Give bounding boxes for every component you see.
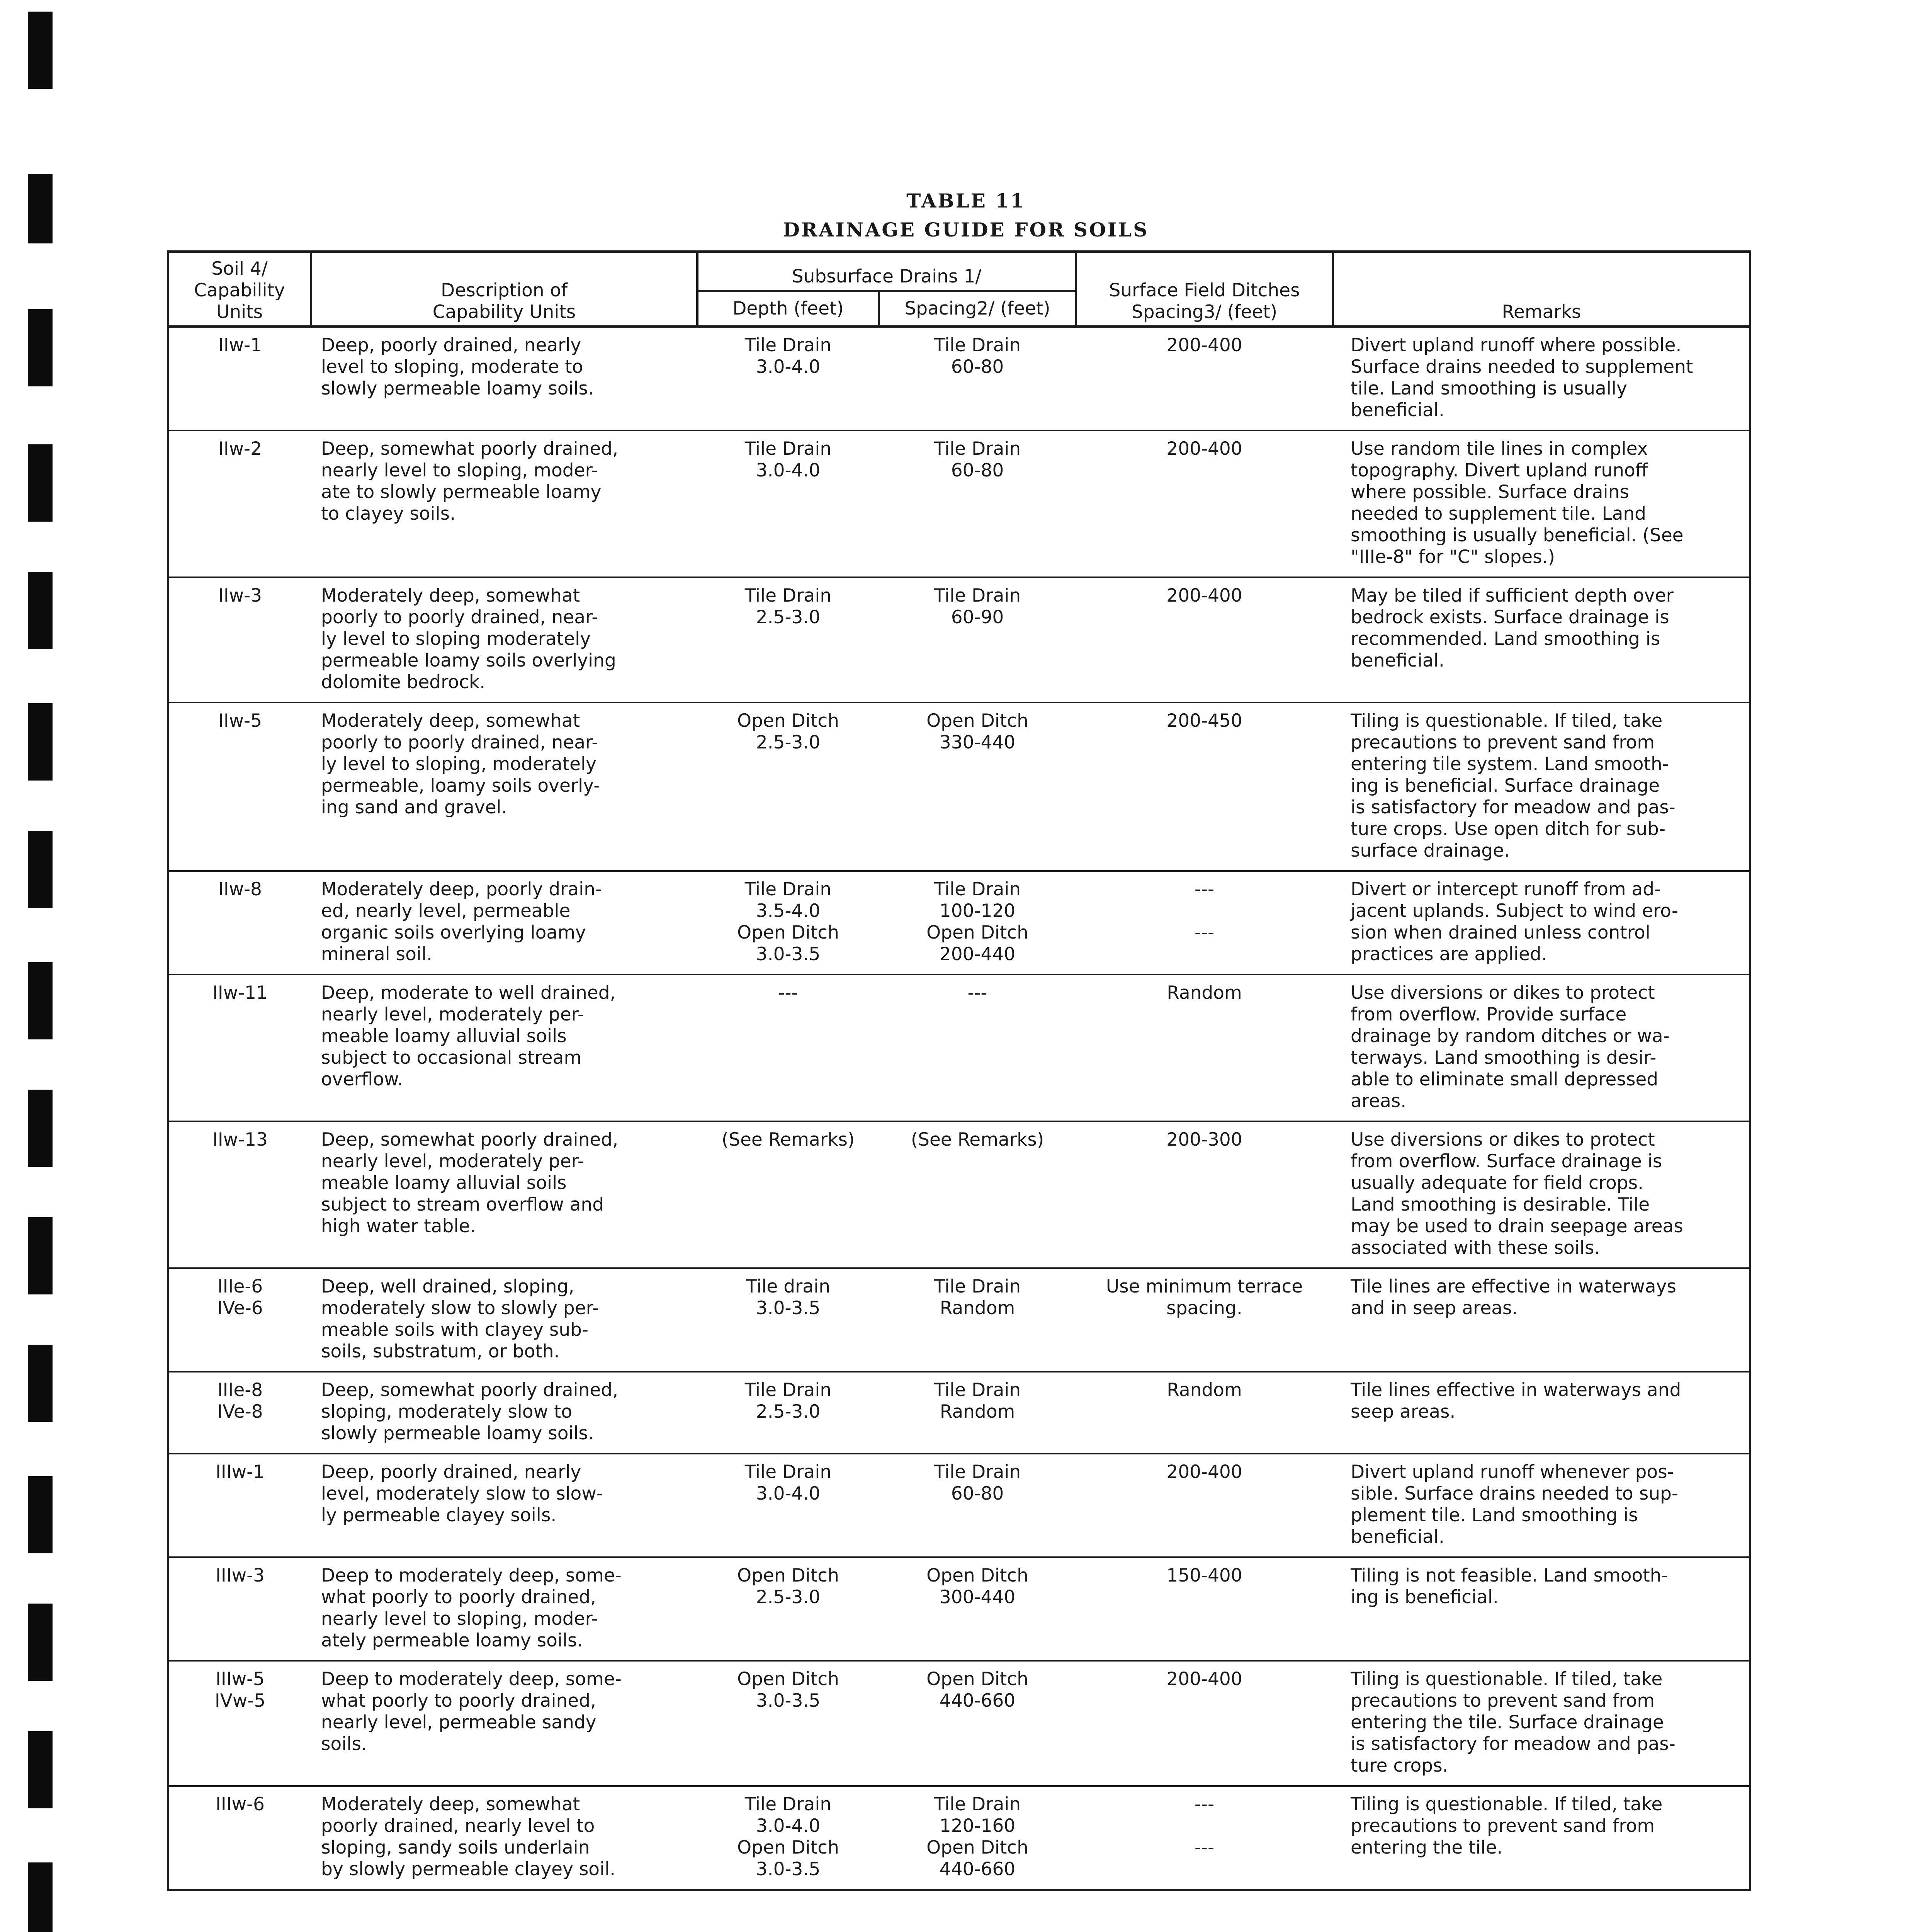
spacing-cell: Tile Drain 60-80 [934,335,1021,378]
binding-mark [28,1862,53,1932]
binding-mark [28,1476,53,1553]
description-cell: Deep, well drained, sloping, moderately slow to slowly per- meable soils with clayey sub- soils, substratum, or both. [321,1276,599,1362]
surface-ditches-cell: 200-400 [1166,585,1242,606]
binding-mark [28,174,53,243]
description-cell: Deep, somewhat poorly drained, sloping, moderately slow to slowly permeable loamy soils. [321,1379,619,1444]
surface-ditches-cell: 200-300 [1166,1129,1242,1150]
description-cell: Deep, moderate to well drained, nearly level, moderately per- meable loamy alluvial soils subject to occasional stream overflow. [321,982,616,1090]
table-row [168,430,1750,577]
depth-cell: Tile Drain 3.0-4.0 [744,438,832,481]
remarks-cell: Tiling is questionable. If tiled, take precautions to prevent sand from entering tile system. Land smooth- ing is beneficial. Surface drainage is satisfactory for meadow and pas- ture crops. Use open ditch for sub- surface drainage. [1333,702,1750,871]
table-row [168,1557,1750,1661]
surface-ditches-cell: 200-400 [1166,335,1242,356]
table-row [168,702,1750,871]
soil-unit-cell: IIw-3 [168,577,311,702]
remarks-cell: Use random tile lines in complex topography. Divert upland runoff where possible. Surface drains needed to supplement tile. Land smoothing is usually beneficial. (See "IIIe-8" for "C" slopes.) [1333,430,1750,577]
remarks-cell: Tile lines are effective in waterways and in seep areas. [1333,1268,1750,1372]
depth-cell: Tile Drain 3.0-4.0 [744,335,832,378]
depth-cell: Tile Drain 2.5-3.0 [744,1379,832,1422]
remarks-cell: Divert or intercept runoff from ad- jacent uplands. Subject to wind ero- sion when drained unless control practices are applied. [1333,871,1750,975]
surface-ditches-cell: Use minimum terrace spacing. [1106,1276,1303,1319]
remarks-cell: Tiling is questionable. If tiled, take precautions to prevent sand from entering the tile. Surface drainage is satisfactory for meadow and pas- ture crops. [1333,1661,1750,1786]
surface-ditches-cell: 150-400 [1166,1565,1242,1586]
remarks-cell: Divert upland runoff where possible. Surface drains needed to supplement tile. Land smoothing is usually beneficial. [1333,327,1750,430]
surface-ditches-cell: 200-400 [1166,438,1242,459]
spacing-cell: Tile Drain 60-90 [934,585,1021,628]
spacing-cell: Open Ditch 440-660 [926,1668,1028,1711]
description-cell: Deep, somewhat poorly drained, nearly level to sloping, moder- ate to slowly permeable loamy to clayey soils. [321,438,619,524]
binding-mark [28,1090,53,1167]
binding-mark [28,444,53,522]
depth-cell: Open Ditch 2.5-3.0 [737,1565,839,1608]
table-row [168,1661,1750,1786]
depth-cell: Tile Drain 3.0-4.0 Open Ditch 3.0-3.5 [737,1794,839,1880]
table-row [168,975,1750,1121]
depth-cell: --- [778,982,798,1003]
header-soil-capability-units: Soil 4/ Capability Units [168,252,311,327]
remarks-cell: Tiling is not feasible. Land smooth- ing is beneficial. [1333,1557,1750,1661]
binding-mark [28,12,53,89]
description-cell: Moderately deep, somewhat poorly to poorly drained, near- ly level to sloping, moderately permeable, loamy soils overly- ing sand and gravel. [321,710,600,818]
table-body [168,327,1750,1890]
table-row [168,1121,1750,1268]
table-title: DRAINAGE GUIDE FOR SOILS [783,218,1149,241]
spacing-cell: Open Ditch 330-440 [926,710,1028,753]
remarks-cell: Tiling is questionable. If tiled, take precautions to prevent sand from entering the tile. [1333,1786,1750,1890]
soil-unit-cell: IIw-2 [168,430,311,577]
table-row [168,327,1750,430]
header-spacing: Spacing2/ (feet) [879,291,1076,327]
spacing-cell: Tile Drain 60-80 [934,1461,1021,1504]
soil-unit-cell: IIIe-8 IVe-8 [168,1372,311,1454]
soil-unit-cell: IIw-11 [168,975,311,1121]
surface-ditches-cell: 200-450 [1166,710,1242,731]
remarks-cell: Tile lines effective in waterways and seep areas. [1333,1372,1750,1454]
depth-cell: Open Ditch 3.0-3.5 [737,1668,839,1711]
table-row [168,1268,1750,1372]
description-cell: Deep, somewhat poorly drained, nearly level, moderately per- meable loamy alluvial soils subject to stream overflow and high water table. [321,1129,619,1237]
spacing-cell: (See Remarks) [911,1129,1044,1150]
depth-cell: Tile Drain 3.0-4.0 [744,1461,832,1504]
description-cell: Deep to moderately deep, some- what poorly to poorly drained, nearly level, permeable sandy soils. [321,1668,622,1755]
soil-unit-cell: IIw-1 [168,327,311,430]
description-cell: Deep, poorly drained, nearly level to sloping, moderate to slowly permeable loamy soils. [321,335,594,399]
header-description: Description of Capability Units [311,252,697,327]
description-cell: Moderately deep, somewhat poorly drained, nearly level to sloping, sandy soils underlain by slowly permeable clayey soil. [321,1794,616,1880]
spacing-cell: Tile Drain 100-120 Open Ditch 200-440 [926,879,1028,965]
depth-cell: Tile Drain 3.5-4.0 Open Ditch 3.0-3.5 [737,879,839,965]
binding-mark [28,1217,53,1294]
table-row [168,871,1750,975]
soil-unit-cell: IIIw-3 [168,1557,311,1661]
table-number: TABLE 11 [906,189,1025,212]
remarks-cell: Use diversions or dikes to protect from overflow. Surface drainage is usually adequate for field crops. Land smoothing is desirable. Tile may be used to drain seepage areas associated with these soils. [1333,1121,1750,1268]
header-subsurface-drains: Subsurface Drains 1/ [697,252,1076,291]
binding-mark [28,309,53,386]
binding-mark [28,1604,53,1681]
spacing-cell: Tile Drain 120-160 Open Ditch 440-660 [926,1794,1028,1880]
binding-mark [28,572,53,649]
soil-unit-cell: IIIw-1 [168,1454,311,1557]
binding-mark [28,1345,53,1422]
description-cell: Moderately deep, poorly drain- ed, nearly level, permeable organic soils overlying loamy mineral soil. [321,879,602,965]
spacing-cell: Tile Drain Random [934,1379,1021,1422]
table-row [168,1786,1750,1890]
spacing-cell: Tile Drain Random [934,1276,1021,1319]
surface-ditches-cell: --- --- [1195,879,1214,943]
table-row [168,577,1750,702]
table-row [168,1372,1750,1454]
binding-mark [28,962,53,1039]
soil-unit-cell: IIIw-5 IVw-5 [168,1661,311,1786]
header-depth: Depth (feet) [697,291,879,327]
binding-mark [28,703,53,781]
depth-cell: Tile Drain 2.5-3.0 [744,585,832,628]
remarks-cell: Use diversions or dikes to protect from overflow. Provide surface drainage by random ditches or wa- terways. Land smoothing is desir- able to eliminate small depressed areas. [1333,975,1750,1121]
depth-cell: Open Ditch 2.5-3.0 [737,710,839,753]
soil-unit-cell: IIIw-6 [168,1786,311,1890]
surface-ditches-cell: --- --- [1195,1794,1214,1858]
remarks-cell: Divert upland runoff whenever pos- sible. Surface drains needed to sup- plement tile. Land smoothing is beneficial. [1333,1454,1750,1557]
depth-cell: (See Remarks) [721,1129,855,1150]
binding-mark [28,1731,53,1808]
depth-cell: Tile drain 3.0-3.5 [746,1276,831,1319]
spacing-cell: --- [967,982,987,1003]
description-cell: Deep, poorly drained, nearly level, moderately slow to slow- ly permeable clayey soils. [321,1461,603,1526]
surface-ditches-cell: 200-400 [1166,1668,1242,1690]
surface-ditches-cell: 200-400 [1166,1461,1242,1483]
table-row [168,1454,1750,1557]
remarks-cell: May be tiled if sufficient depth over bedrock exists. Surface drainage is recommended. Land smoothing is beneficial. [1333,577,1750,702]
soil-unit-cell: IIw-8 [168,871,311,975]
drainage-guide-table [167,250,1751,1891]
soil-unit-cell: IIw-5 [168,702,311,871]
description-cell: Deep to moderately deep, some- what poorly to poorly drained, nearly level to sloping, moder- ately permeable loamy soils. [321,1565,622,1651]
soil-unit-cell: IIIe-6 IVe-6 [168,1268,311,1372]
spacing-cell: Open Ditch 300-440 [926,1565,1028,1608]
surface-ditches-cell: Random [1167,1379,1242,1401]
header-remarks: Remarks [1333,252,1750,327]
surface-ditches-cell: Random [1167,982,1242,1003]
binding-mark [28,831,53,908]
spacing-cell: Tile Drain 60-80 [934,438,1021,481]
description-cell: Moderately deep, somewhat poorly to poorly drained, near- ly level to sloping moderately permeable loamy soils overlying dolomite bedrock. [321,585,616,693]
header-surface-field-ditches: Surface Field Ditches Spacing3/ (feet) [1076,252,1333,327]
soil-unit-cell: IIw-13 [168,1121,311,1268]
